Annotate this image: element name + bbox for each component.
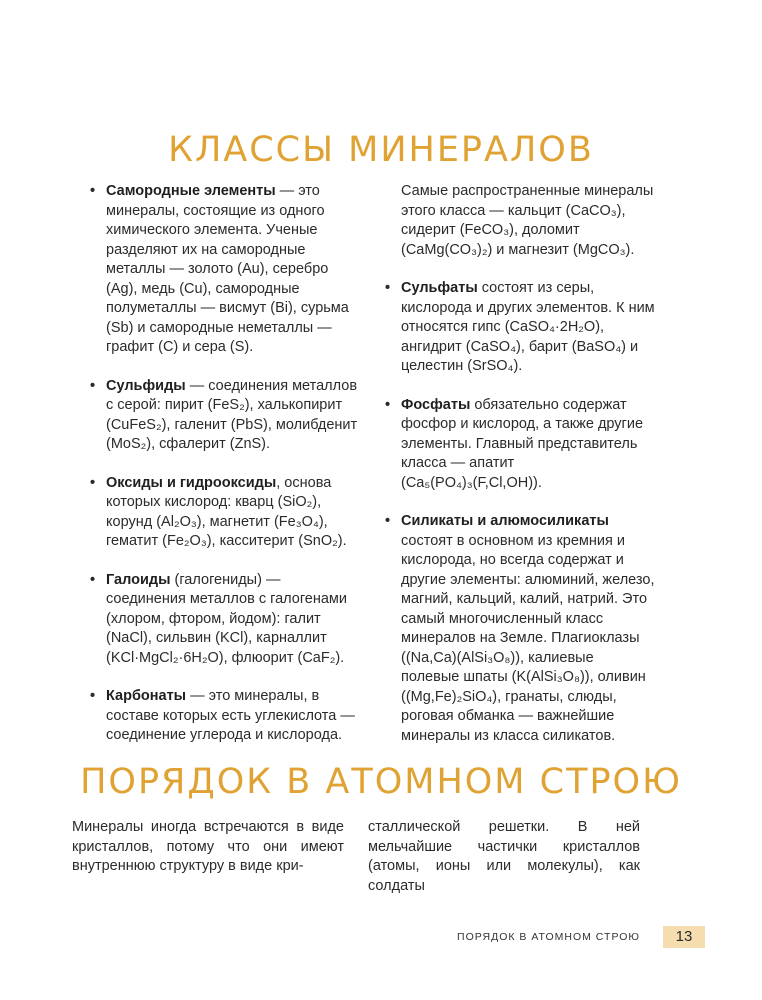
list-item-oxides bbox=[90, 474, 360, 552]
body-paragraph-left: Минералы иногда встречаются в виде кристаллов, потому что они имеют внутреннюю структуру в виде кри- bbox=[72, 819, 344, 874]
left-column bbox=[90, 182, 360, 765]
desc: — это минералы, в составе которых есть углекислота — соединение углерода и кислорода. bbox=[106, 688, 355, 743]
running-footer-title: ПОРЯДОК В АТОМНОМ СТРОЮ bbox=[457, 931, 640, 943]
carbonates-continuation: Самые распространенные минералы этого класса — кальцит (CaCO₃), сидерит (FeCO₃), доломит (CaMg(CO₃)₂) и магнезит (MgCO₃). bbox=[401, 183, 654, 258]
body-paragraph-right: сталлической решетки. В ней мельчайшие частички кристаллов (атомы, ионы или молекулы), как солдаты bbox=[368, 819, 640, 894]
desc: — соединения металлов с серой: пирит (FeS₂), халькопирит (CuFeS₂), галенит (PbS), молибденит (MoS₂), сфалерит (ZnS). bbox=[106, 377, 358, 452]
term: Оксиды и гидрооксиды bbox=[106, 474, 277, 491]
list-item-sulfates bbox=[385, 279, 655, 377]
list-item-halides bbox=[90, 571, 360, 669]
page-number: 13 bbox=[663, 926, 705, 948]
list-item-phosphates bbox=[385, 396, 655, 494]
list-item-carbonates bbox=[90, 687, 360, 746]
desc: , основа которых кислород: кварц (SiO₂), корунд (Al₂O₃), магнетит (Fe₃O₄), гематит (Fe₂O₃), касситерит (SnO₂). bbox=[106, 474, 347, 549]
term: Сульфиды bbox=[106, 377, 186, 394]
section-title-atomic-order: ПОРЯДОК В АТОМНОМ СТРОЮ bbox=[80, 762, 682, 802]
desc: обязательно содержат фосфор и кислород, а также другие элементы. Главный представитель класса — апатит (Ca₅(PO₄)₃(F,Cl,OH)). bbox=[401, 396, 644, 491]
desc: — это минералы, состоящие из одного химического элемента. Ученые разделяют их на самородные металлы — золото (Au), серебро (Ag), медь (Cu), самородные полуметаллы — висмут (Bi), сурьма (Sb) и самородные неметаллы — графит (C) и сера (S). bbox=[106, 183, 349, 355]
desc: состоят из серы, кислорода и других элементов. К ним относятся гипс (CaSO₄·2H₂O), ангидрит (CaSO₄), барит (BaSO₄) и целестин (SrSO₄). bbox=[401, 280, 655, 374]
term: Карбонаты bbox=[106, 688, 187, 704]
desc: (галогениды) — соединения металлов с галогенами (хлором, фтором, йодом): галит (NaCl), сильвин (KCl), карналлит (KCl·MgCl₂·6H₂O), флюорит (CaF₂). bbox=[106, 571, 347, 666]
term: Фосфаты bbox=[401, 396, 471, 413]
list-item-sulfides bbox=[90, 377, 360, 455]
right-column bbox=[385, 182, 655, 765]
list-item-silicates bbox=[385, 512, 655, 746]
term: Силикаты и алюмосиликаты bbox=[401, 513, 609, 529]
term: Сульфаты bbox=[401, 280, 478, 296]
desc: состоят в основном из кремния и кислорода, но всегда содержат и другие элементы: алюминий, железо, магний, кальций, калий, натрий. Это самый многочисленный класс минералов на Земле. Плагиоклазы ((Na,Ca)(AlSi₃O₈)), калиевые полевые шпаты (K(AlSi₃O₈)), оливин ((Mg,Fe)₂SiO₄), гранаты, слюды, роговая обманка — важнейшие минералы из класса силикатов. bbox=[401, 532, 655, 744]
term: Самородные элементы bbox=[106, 183, 276, 199]
list-item-native-elements bbox=[90, 182, 360, 358]
term: Галоиды bbox=[106, 571, 171, 588]
section-title-mineral-classes: КЛАССЫ МИНЕРАЛОВ bbox=[168, 130, 594, 170]
